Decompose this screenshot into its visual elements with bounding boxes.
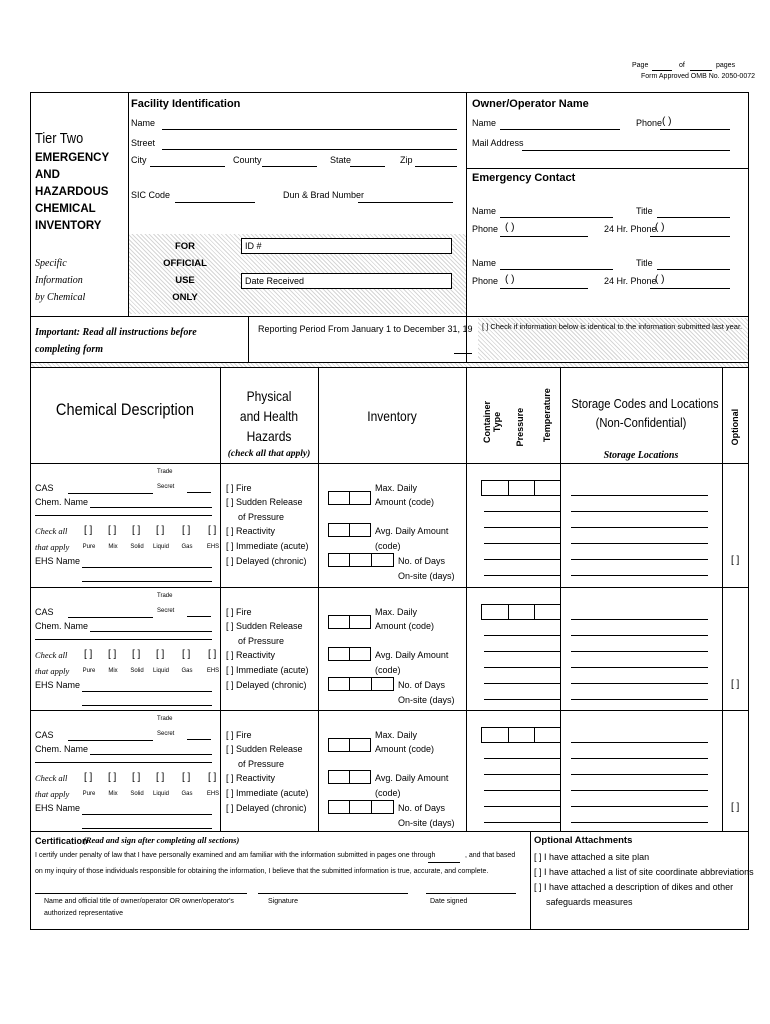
ec2-title-field[interactable] (657, 269, 730, 270)
row2-of-pressure-label: of Pressure (238, 636, 285, 646)
row3-ehs-checkbox[interactable]: [ ] (208, 772, 217, 783)
row3-storage-code-line-6[interactable] (484, 822, 560, 823)
reporting-period-range: From January 1 to December 31, 19 (328, 324, 473, 334)
owner-phone-paren: ( ) (662, 116, 672, 127)
row3-max-amount-code-label: Amount (code) (375, 744, 435, 754)
ec1-phone-label: Phone (472, 224, 499, 234)
row3-liquid-checkbox[interactable]: [ ] (156, 772, 165, 783)
county-label: County (233, 155, 262, 165)
row3-mix-label: Mix (108, 791, 118, 797)
row3-pure-label: Pure (82, 791, 96, 797)
container-type-header: Container Type (482, 401, 502, 444)
omb-number: Form Approved OMB No. 2050-0072 (641, 73, 756, 80)
row1-storage-code-line-5[interactable] (484, 559, 560, 560)
row2-avg-code-label: (code) (375, 665, 401, 675)
row3-onsite-label: On-site (days) (398, 818, 455, 828)
title-line-1: EMERGENCY (35, 152, 110, 164)
row3-optional-checkbox[interactable]: [ ] (731, 802, 740, 813)
row3-solid-label: Solid (130, 791, 144, 797)
cert-name-label: Name and official title of owner/operator OR owner/operator's (44, 898, 234, 905)
row2-trade-label: Trade (157, 593, 173, 599)
emergency-heading: Emergency Contact (472, 172, 576, 184)
physical-header-2: and Health (239, 408, 299, 424)
row2-max-daily-label: Max. Daily (375, 607, 418, 617)
row2-storage-code-line-2[interactable] (484, 635, 560, 636)
optional-header: Optional (729, 408, 740, 446)
row2-that-apply-label: that apply (35, 666, 70, 676)
title-line-2: AND (35, 169, 60, 181)
row2-chem-name-field[interactable] (90, 631, 212, 632)
ec2-name-field[interactable] (500, 269, 613, 270)
row1-sudden-release-checkbox: [ ] Sudden Release (226, 497, 303, 507)
of-label: of (679, 62, 685, 69)
row3-storage-location-line-1[interactable] (571, 742, 708, 743)
row2-fire-checkbox: [ ] Fire (226, 607, 252, 617)
row1-storage-location-line-2[interactable] (571, 511, 708, 512)
row3-storage-code-box-1[interactable] (481, 727, 561, 743)
row1-check-all-label: Check all (35, 526, 68, 536)
row2-check-all-label: Check all (35, 650, 68, 660)
row2-chem-name-field-2[interactable] (35, 639, 212, 640)
ec2-title-label: Title (636, 258, 653, 268)
important-note: Important: Read all instructions before completing form (35, 327, 197, 355)
row3-pure-checkbox[interactable]: [ ] (84, 772, 93, 783)
attachments-heading: Optional Attachments (534, 835, 633, 846)
row2-storage-code-line-6[interactable] (484, 699, 560, 700)
facility-heading: Facility Identification (131, 98, 241, 110)
subtitle-2: Information (35, 275, 83, 286)
dun-field[interactable] (358, 202, 453, 203)
row2-liquid-label: Liquid (152, 668, 169, 674)
row1-cas-field[interactable] (68, 493, 153, 494)
row2-sudden-release-checkbox: [ ] Sudden Release (226, 621, 303, 631)
form-tier: Tier Two (35, 130, 84, 147)
ec1-title-field[interactable] (657, 217, 730, 218)
row3-gas-label: Gas (181, 791, 193, 797)
mail-address-field[interactable] (522, 150, 730, 151)
owner-heading: Owner/Operator Name (472, 98, 589, 110)
row1-ehs-name-field-2[interactable] (82, 581, 212, 582)
row3-immediate-checkbox: [ ] Immediate (acute) (226, 788, 309, 798)
row3-storage-code-line-3[interactable] (484, 774, 560, 775)
title-line-3: HAZARDOUS (35, 186, 109, 198)
row3-storage-location-line-2[interactable] (571, 758, 708, 759)
row1-onsite-label: On-site (days) (398, 571, 455, 581)
row3-chem-name-field-2[interactable] (35, 762, 212, 763)
storage-header-2: (Non-Confidential) (595, 415, 687, 430)
row2-ehs-name-label: EHS Name (35, 680, 81, 690)
row3-no-days-label: No. of Days (398, 803, 446, 813)
row1-storage-code-line-4[interactable] (484, 543, 560, 544)
row1-storage-code-line-6[interactable] (484, 575, 560, 576)
cert-signature-field[interactable] (258, 893, 408, 894)
pressure-header: Pressure (514, 407, 525, 447)
row1-trade-label: Trade (157, 469, 173, 475)
row2-storage-code-line-3[interactable] (484, 651, 560, 652)
id-label: ID # (245, 241, 262, 251)
row2-ehs-name-field[interactable] (82, 691, 212, 692)
row3-ehs-name-field[interactable] (82, 814, 212, 815)
row2-reactivity-checkbox: [ ] Reactivity (226, 650, 276, 660)
cert-line-1b: , and that based (465, 852, 516, 859)
row1-storage-location-line-4[interactable] (571, 543, 708, 544)
row2-storage-location-line-2[interactable] (571, 635, 708, 636)
cert-pages-field[interactable] (428, 862, 460, 863)
owner-name-field[interactable] (500, 129, 620, 130)
dun-label: Dun & Brad Number (283, 190, 365, 200)
attachment-site-plan[interactable]: [ ] I have attached a site plan (534, 852, 650, 862)
row1-ehs-checkbox[interactable]: [ ] (208, 525, 217, 536)
row1-mix-checkbox[interactable]: [ ] (108, 525, 117, 536)
row1-of-pressure-label: of Pressure (238, 512, 285, 522)
row1-optional-checkbox[interactable]: [ ] (731, 555, 740, 566)
row3-cas-field[interactable] (68, 740, 153, 741)
row1-ehs-label: EHS (206, 544, 220, 550)
owner-phone-label: Phone (636, 118, 663, 128)
pages-label: pages (716, 62, 736, 69)
page-number-field[interactable] (652, 70, 672, 71)
row1-secret-label: Secret (157, 484, 175, 490)
physical-header-3: Hazards (246, 428, 292, 444)
owner-name-label: Name (472, 118, 497, 128)
row3-of-pressure-label: of Pressure (238, 759, 285, 769)
row1-ehs-name-field[interactable] (82, 567, 212, 568)
row3-storage-code-line-5[interactable] (484, 806, 560, 807)
row3-mix-checkbox[interactable]: [ ] (108, 772, 117, 783)
row1-pure-label: Pure (82, 544, 96, 550)
row1-storage-location-line-5[interactable] (571, 559, 708, 560)
total-pages-field[interactable] (690, 70, 712, 71)
row2-ehs-checkbox[interactable]: [ ] (208, 649, 217, 660)
cert-date-label: Date signed (430, 898, 468, 905)
row3-storage-location-line-4[interactable] (571, 790, 708, 791)
row2-secret-label: Secret (157, 608, 175, 614)
row3-fire-checkbox: [ ] Fire (226, 730, 252, 740)
row2-onsite-label: On-site (days) (398, 695, 455, 705)
attachment-coordinates[interactable]: [ ] I have attached a list of site coordinate abbreviations (534, 867, 754, 877)
ec2-24hr-paren: ( ) (655, 274, 665, 285)
ec1-phone-paren: ( ) (505, 222, 515, 233)
ec1-24hr-paren: ( ) (655, 222, 665, 233)
check-identical-note[interactable]: [ ] Check if information below is identical to the information submitted last year. (482, 322, 743, 331)
row2-storage-location-line-6[interactable] (571, 699, 708, 700)
row1-solid-checkbox[interactable]: [ ] (132, 525, 141, 536)
mail-address-label: Mail Address (472, 138, 524, 148)
row2-storage-location-line-3[interactable] (571, 651, 708, 652)
reporting-period-label: Reporting Period (258, 324, 326, 334)
row3-storage-location-line-6[interactable] (571, 822, 708, 823)
row2-days-box[interactable] (328, 677, 394, 691)
row1-chem-name-label: Chem. Name (35, 497, 89, 507)
row1-max-daily-label: Max. Daily (375, 483, 418, 493)
row3-storage-location-line-5[interactable] (571, 806, 708, 807)
row2-cas-field[interactable] (68, 617, 153, 618)
ec2-phone-field[interactable] (500, 288, 588, 289)
row1-chem-name-field-2[interactable] (35, 515, 212, 516)
row2-gas-label: Gas (181, 668, 193, 674)
street-field[interactable] (162, 149, 457, 150)
cert-name-field[interactable] (35, 893, 247, 894)
row3-cas-label: CAS (35, 730, 54, 740)
row1-storage-location-line-6[interactable] (571, 575, 708, 576)
city-field[interactable] (150, 166, 225, 167)
row2-solid-label: Solid (130, 668, 144, 674)
row2-storage-location-line-4[interactable] (571, 667, 708, 668)
title-line-4: CHEMICAL (35, 203, 96, 215)
row3-ehs-name-field-2[interactable] (82, 828, 212, 829)
row1-reactivity-checkbox: [ ] Reactivity (226, 526, 276, 536)
inventory-header: Inventory (367, 408, 417, 424)
ec1-title-label: Title (636, 206, 653, 216)
row2-storage-code-line-5[interactable] (484, 683, 560, 684)
cert-line-2: on my inquiry of those individuals responsible for obtaining the information, I believe that the submitted information is true, accurate, and complete. (35, 868, 489, 875)
attachment-dikes-2: safeguards measures (546, 897, 633, 907)
row2-storage-code-box-1[interactable] (481, 604, 561, 620)
ec2-24hr-field[interactable] (650, 288, 730, 289)
state-label: State (330, 155, 352, 165)
row2-no-days-label: No. of Days (398, 680, 446, 690)
storage-locations-header: Storage Locations (603, 450, 679, 461)
row3-storage-location-line-3[interactable] (571, 774, 708, 775)
city-label: City (131, 155, 147, 165)
row3-chem-name-label: Chem. Name (35, 744, 89, 754)
zip-label: Zip (400, 155, 413, 165)
cert-signature-label: Signature (268, 898, 298, 905)
attachment-dikes[interactable]: [ ] I have attached a description of dikes and other (534, 882, 734, 892)
cert-date-field[interactable] (426, 893, 516, 894)
check-all-apply-header: (check all that apply) (227, 449, 311, 459)
row1-mix-label: Mix (108, 544, 118, 550)
ec1-24hr-field[interactable] (650, 236, 730, 237)
facility-name-field[interactable] (162, 129, 457, 130)
row3-sudden-release-checkbox: [ ] Sudden Release (226, 744, 303, 754)
subtitle-3: by Chemical (35, 292, 86, 303)
ec2-phone-paren: ( ) (505, 274, 515, 285)
row2-mix-checkbox[interactable]: [ ] (108, 649, 117, 660)
row2-liquid-checkbox[interactable]: [ ] (156, 649, 165, 660)
row1-gas-checkbox[interactable]: [ ] (182, 525, 191, 536)
ec2-24hr-label: 24 Hr. Phone (604, 276, 657, 286)
row3-storage-code-line-4[interactable] (484, 790, 560, 791)
row1-chem-name-field[interactable] (90, 507, 212, 508)
row1-storage-location-line-1[interactable] (571, 495, 708, 496)
row1-gas-label: Gas (181, 544, 193, 550)
row1-storage-location-line-3[interactable] (571, 527, 708, 528)
cert-auth-label: authorized representative (44, 910, 123, 917)
row1-cas-label: CAS (35, 483, 54, 493)
row1-delayed-checkbox: [ ] Delayed (chronic) (226, 556, 307, 566)
row2-cas-label: CAS (35, 607, 54, 617)
row1-immediate-checkbox: [ ] Immediate (acute) (226, 541, 309, 551)
row1-avg-daily-label: Avg. Daily Amount (375, 526, 449, 536)
certification-note: (Read and sign after completing all sections) (83, 835, 240, 845)
row3-solid-checkbox[interactable]: [ ] (132, 772, 141, 783)
storage-header-1: Storage Codes and Locations (571, 396, 719, 411)
row3-storage-code-line-2[interactable] (484, 758, 560, 759)
chemical-description-header: Chemical Description (55, 400, 195, 419)
owner-phone-field[interactable] (660, 129, 730, 130)
official-line-3: USE (175, 275, 195, 286)
ec1-24hr-label: 24 Hr. Phone (604, 224, 657, 234)
row1-storage-code-line-2[interactable] (484, 511, 560, 512)
id-field[interactable] (241, 238, 452, 254)
reporting-year-field[interactable] (454, 353, 472, 354)
title-line-5: INVENTORY (35, 220, 102, 232)
row3-ehs-label: EHS (206, 791, 220, 797)
sic-field[interactable] (175, 202, 255, 203)
zip-field[interactable] (415, 166, 457, 167)
state-field[interactable] (350, 166, 385, 167)
row3-chem-name-field[interactable] (90, 754, 212, 755)
row3-reactivity-checkbox: [ ] Reactivity (226, 773, 276, 783)
row3-check-all-label: Check all (35, 773, 68, 783)
row2-storage-location-line-1[interactable] (571, 619, 708, 620)
row2-mix-label: Mix (108, 668, 118, 674)
row2-storage-location-line-5[interactable] (571, 683, 708, 684)
row1-storage-code-box-1[interactable] (481, 480, 561, 496)
row1-storage-code-line-3[interactable] (484, 527, 560, 528)
row3-trade-label: Trade (157, 716, 173, 722)
row1-liquid-label: Liquid (152, 544, 169, 550)
physical-header-1: Physical (246, 388, 292, 404)
row2-storage-code-line-4[interactable] (484, 667, 560, 668)
ec2-name-label: Name (472, 258, 497, 268)
date-received-label: Date Received (245, 276, 305, 286)
ec1-phone-field[interactable] (500, 236, 588, 237)
row1-ehs-name-label: EHS Name (35, 556, 81, 566)
ec2-phone-label: Phone (472, 276, 499, 286)
row1-days-box[interactable] (328, 553, 394, 567)
row2-solid-checkbox[interactable]: [ ] (132, 649, 141, 660)
row1-fire-checkbox: [ ] Fire (226, 483, 252, 493)
row2-ehs-label: EHS (206, 668, 220, 674)
row1-no-days-label: No. of Days (398, 556, 446, 566)
row3-days-box[interactable] (328, 800, 394, 814)
row3-that-apply-label: that apply (35, 789, 70, 799)
row3-secret-label: Secret (157, 731, 175, 737)
cert-line-1: I certify under penalty of law that I have personally examined and am familiar with the information submitted in pages one through (35, 852, 436, 859)
row2-chem-name-label: Chem. Name (35, 621, 89, 631)
row2-optional-checkbox[interactable]: [ ] (731, 679, 740, 690)
subtitle-1: Specific (35, 258, 67, 269)
row2-gas-checkbox[interactable]: [ ] (182, 649, 191, 660)
row3-max-daily-label: Max. Daily (375, 730, 418, 740)
row2-ehs-name-field-2[interactable] (82, 705, 212, 706)
row3-liquid-label: Liquid (152, 791, 169, 797)
row2-pure-label: Pure (82, 668, 96, 674)
row2-delayed-checkbox: [ ] Delayed (chronic) (226, 680, 307, 690)
certification-heading: Certification (35, 836, 88, 846)
row1-max-amount-code-label: Amount (code) (375, 497, 435, 507)
row3-avg-daily-label: Avg. Daily Amount (375, 773, 449, 783)
ec1-name-label: Name (472, 206, 497, 216)
row2-trade-secret-field[interactable] (187, 616, 211, 617)
county-field[interactable] (262, 166, 317, 167)
official-line-2: OFFICIAL (163, 258, 207, 269)
row3-gas-checkbox[interactable]: [ ] (182, 772, 191, 783)
row3-avg-code-label: (code) (375, 788, 401, 798)
row2-max-amount-code-label: Amount (code) (375, 621, 435, 631)
official-line-4: ONLY (172, 292, 198, 303)
ec1-name-field[interactable] (500, 217, 613, 218)
row2-pure-checkbox[interactable]: [ ] (84, 649, 93, 660)
row1-trade-secret-field[interactable] (187, 492, 211, 493)
row1-pure-checkbox[interactable]: [ ] (84, 525, 93, 536)
row1-avg-code-label: (code) (375, 541, 401, 551)
page-label: Page (632, 62, 649, 69)
official-line-1: FOR (174, 241, 196, 252)
temperature-header: Temperature (541, 388, 552, 443)
sic-label: SIC Code (131, 190, 171, 200)
row3-delayed-checkbox: [ ] Delayed (chronic) (226, 803, 307, 813)
row1-liquid-checkbox[interactable]: [ ] (156, 525, 165, 536)
row1-solid-label: Solid (130, 544, 144, 550)
row3-trade-secret-field[interactable] (187, 739, 211, 740)
facility-name-label: Name (131, 118, 156, 128)
row2-avg-daily-label: Avg. Daily Amount (375, 650, 449, 660)
row3-ehs-name-label: EHS Name (35, 803, 81, 813)
row2-immediate-checkbox: [ ] Immediate (acute) (226, 665, 309, 675)
street-label: Street (131, 138, 156, 148)
row1-that-apply-label: that apply (35, 542, 70, 552)
